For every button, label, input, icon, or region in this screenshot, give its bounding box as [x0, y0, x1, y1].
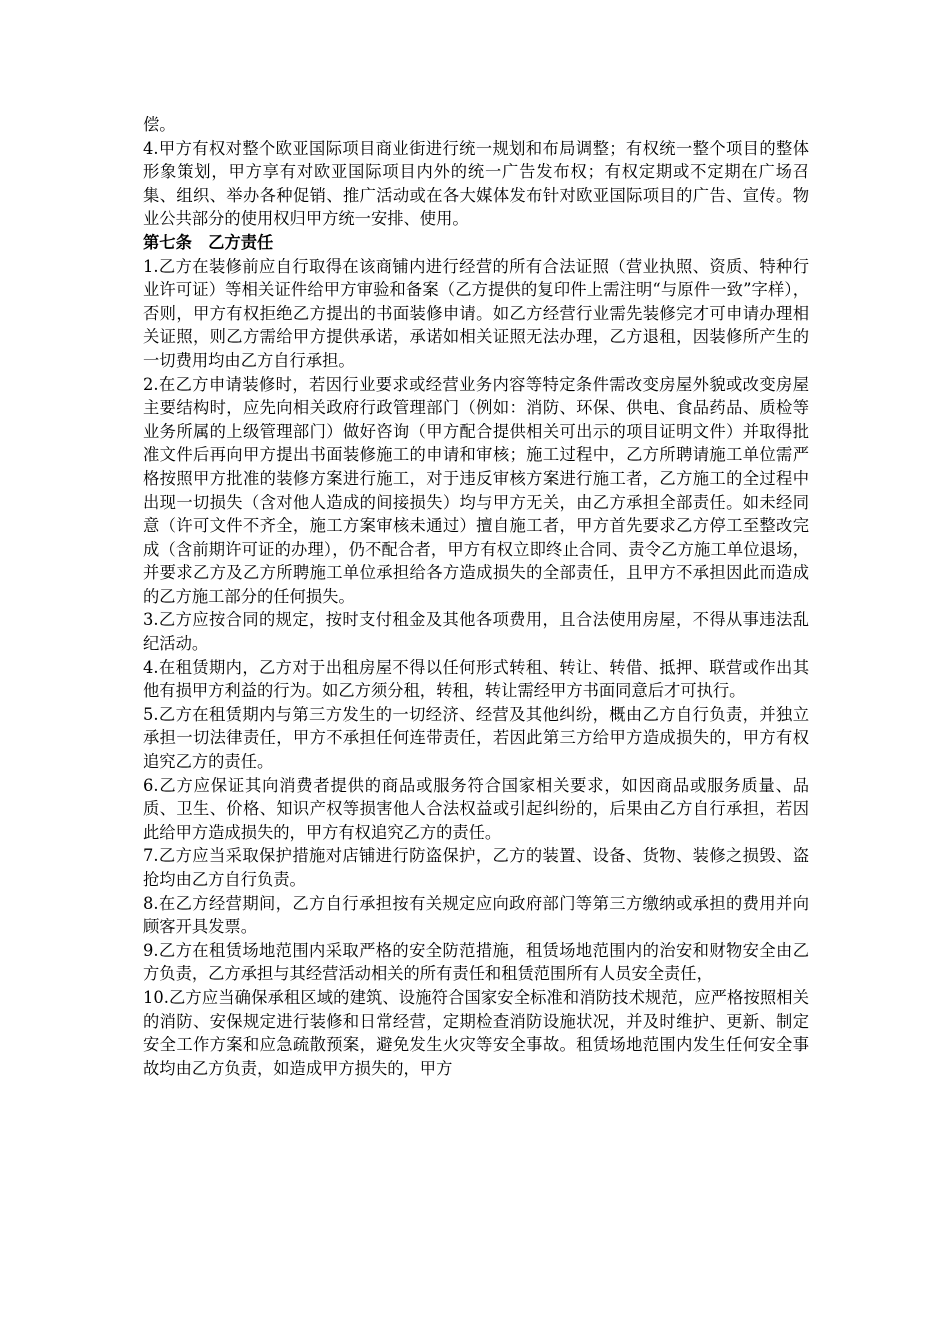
paragraph-continuation: 偿。 — [143, 115, 176, 134]
clause-item-5: 5.乙方在租赁期内与第三方发生的一切经济、经营及其他纠纷，概由乙方自行负责，并独立承担一切法律责任，甲方不承担任何连带责任，若因此第三方给甲方造成损失的，甲方有权追究乙方的责任。 — [143, 704, 809, 772]
clause-item-1: 1.乙方在装修前应自行取得在该商铺内进行经营的所有合法证照（营业执照、资质、特种行业许可证）等相关证件给甲方审验和备案（乙方提供的复印件上需注明“与原件一致”字样），否则，甲方有权拒绝乙方提出的书面装修申请。如乙方经营行业需先装修完才可申请办理相关证照，则乙方需给甲方提供承诺，承诺如相关证照无法办理，乙方退租，因装修所产生的一切费用均由乙方自行承担。 — [143, 256, 809, 370]
clause-item-6: 6.乙方应保证其向消费者提供的商品或服务符合国家相关要求，如因商品或服务质量、品质、卫生、价格、知识产权等损害他人合法权益或引起纠纷的，后果由乙方自行承担，若因此给甲方造成损失的，甲方有权追究乙方的责任。 — [143, 775, 809, 842]
document-page — [143, 113, 809, 1080]
clause-item-8: 8.在乙方经营期间，乙方自行承担按有关规定应向政府部门等第三方缴纳或承担的费用并向顾客开具发票。 — [143, 893, 809, 937]
section-heading: 第七条 乙方责任 — [143, 232, 274, 252]
clause-item-4: 4.在租赁期内，乙方对于出租房屋不得以任何形式转租、转让、转借、抵押、联营或作出其他有损甲方利益的行为。如乙方须分租，转租，转让需经甲方书面同意后才可执行。 — [143, 657, 809, 701]
clause-item-2: 2.在乙方申请装修时，若因行业要求或经营业务内容等特定条件需改变房屋外貌或改变房屋主要结构时，应先向相关政府行政管理部门（例如：消防、环保、供电、食品药品、质检等业务所属的上级管理部门）做好咨询（甲方配合提供相关可出示的项目证明文件）并取得批准文件后再向甲方提出书面装修施工的申请和审核；施工过程中，乙方所聘请施工单位需严格按照甲方批准的装修方案进行施工，对于违反审核方案进行施工者，乙方施工的全过程中出现一切损失（含对他人造成的间接损失）均与甲方无关，由乙方承担全部责任。如未经同意（许可文件不齐全，施工方案审核未通过）擅自施工者，甲方首先要求乙方停工至整改完成（含前期许可证的办理），仍不配合者，甲方有权立即终止合同、责令乙方施工单位退场，并要求乙方及乙方所聘施工单位承担给各方造成损失的全部责任，且甲方不承担因此而造成的乙方施工部分的任何损失。 — [143, 374, 809, 606]
clause-item-9: 9.乙方在租赁场地范围内采取严格的安全防范措施，租赁场地范围内的治安和财物安全由乙方负责，乙方承担与其经营活动相关的所有责任和租赁范围所有人员安全责任， — [143, 940, 809, 984]
clause-item-3: 3.乙方应按合同的规定，按时支付租金及其他各项费用，且合法使用房屋，不得从事违法乱纪活动。 — [143, 610, 809, 654]
clause-item-4-party-a: 4.甲方有权对整个欧亚国际项目商业街进行统一规划和布局调整；有权统一整个项目的整体形象策划，甲方享有对欧亚国际项目内外的统一广告发布权；有权定期或不定期在广场召集、组织、举办各种促销、推广活动或在各大媒体发布针对欧亚国际项目的广告、宣传。物业公共部分的使用权归甲方统一安排、使用。 — [143, 138, 809, 229]
clause-item-7: 7.乙方应当采取保护措施对店铺进行防盗保护，乙方的装置、设备、货物、装修之损毁、盗抢均由乙方自行负责。 — [143, 846, 809, 889]
clause-item-10: 10.乙方应当确保承租区域的建筑、设施符合国家安全标准和消防技术规范，应严格按照相关的消防、安保规定进行装修和日常经营，定期检查消防设施状况，并及时维护、更新、制定安全工作方案和应急疏散预案，避免发生火灾等安全事故。租赁场地范围内发生任何安全事故均由乙方负责，如造成甲方损失的，甲方 — [143, 987, 809, 1078]
